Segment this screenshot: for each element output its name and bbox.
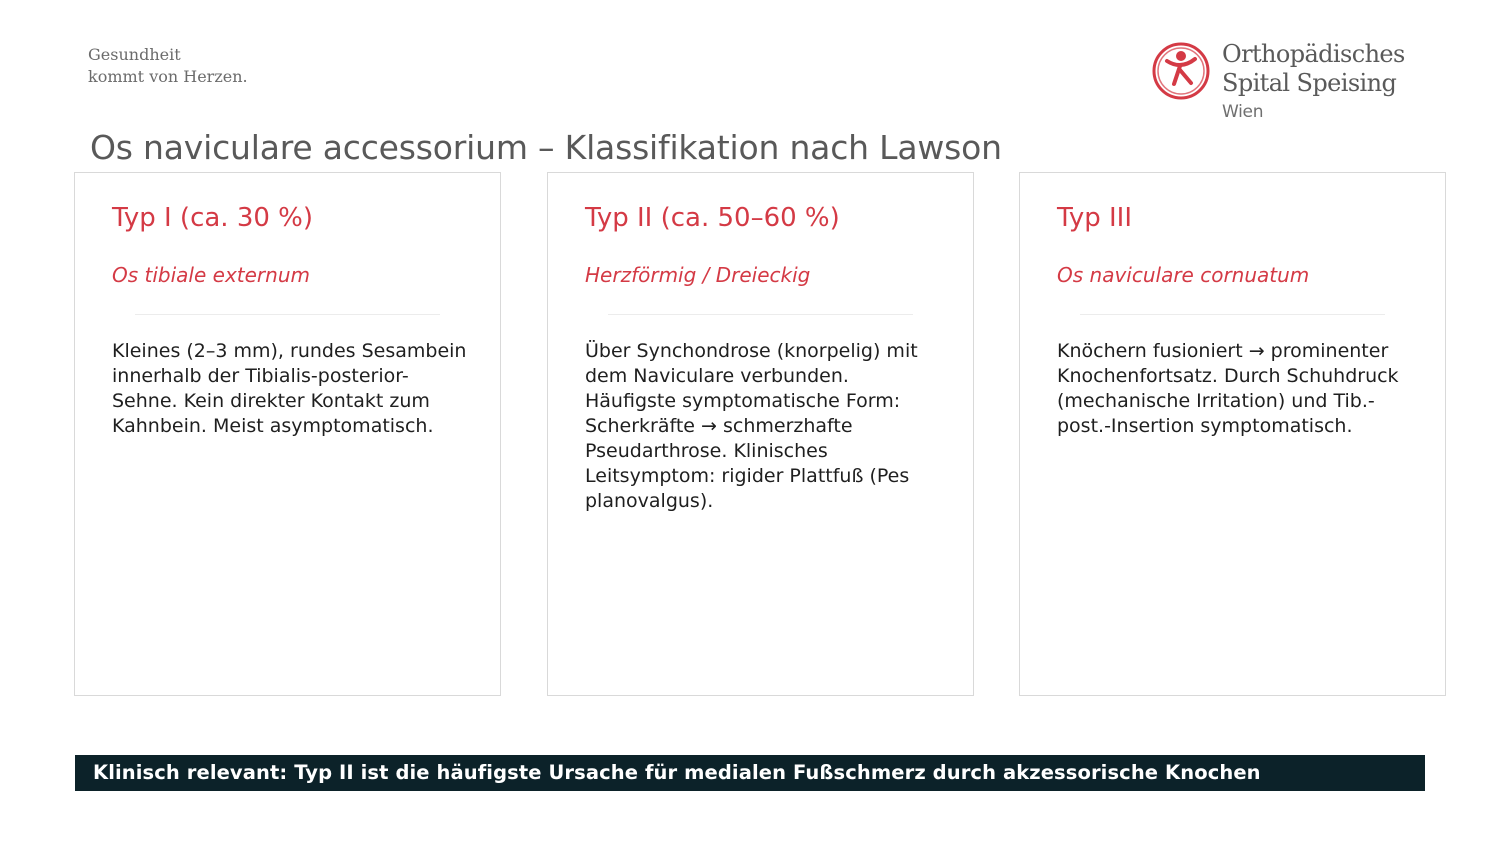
card-subtitle: Os naviculare cornuatum (1057, 263, 1310, 287)
logo-name-line-1: Orthopädisches (1222, 40, 1405, 68)
card-title: Typ I (ca. 30 %) (112, 203, 314, 233)
page-title: Os naviculare accessorium – Klassifikation nach Lawson (90, 128, 1002, 167)
card-divider (135, 314, 440, 315)
clinical-note-banner: Klinisch relevant: Typ II ist die häufigste Ursache für medialen Fußschmerz durch akzessorische Knochen (75, 755, 1425, 791)
tagline-line-2: kommt von Herzen. (88, 67, 248, 86)
card-subtitle: Os tibiale externum (112, 263, 310, 287)
card-body: Knöchern fusioniert → prominenter Knochenfortsatz. Durch Schuhdruck (mechanische Irritation) und Tib.-post.-Insertion symptomatisch. (1057, 340, 1399, 437)
card-title: Typ III (1057, 203, 1132, 233)
card-type-3 (1019, 172, 1446, 696)
card-type-1 (74, 172, 501, 696)
card-title: Typ II (ca. 50–60 %) (585, 203, 840, 233)
logo-name (1222, 40, 1405, 98)
card-divider (608, 314, 913, 315)
card-divider (1080, 314, 1385, 315)
card-subtitle: Herzförmig / Dreieckig (585, 263, 811, 287)
logo-city: Wien (1222, 102, 1264, 122)
card-body: Kleines (2–3 mm), rundes Sesambein innerhalb der Tibialis-posterior-Sehne. Kein direkter Kontakt zum Kahnbein. Meist asymptomatisch. (112, 340, 467, 437)
card-body: Über Synchondrose (knorpelig) mit dem Naviculare verbunden. Häufigste symptomatische Form: Scherkräfte → schmerzhafte Pseudarthrose. Klinisches Leitsymptom: rigider Plattfuß (Pes planovalgus). (585, 340, 918, 512)
hospital-logo (1150, 40, 1440, 130)
tagline (88, 44, 248, 88)
logo-heart-figure-icon (1150, 40, 1212, 102)
tagline-line-1: Gesundheit (88, 45, 181, 64)
logo-name-line-2: Spital Speising (1222, 69, 1397, 97)
card-type-2 (547, 172, 974, 696)
